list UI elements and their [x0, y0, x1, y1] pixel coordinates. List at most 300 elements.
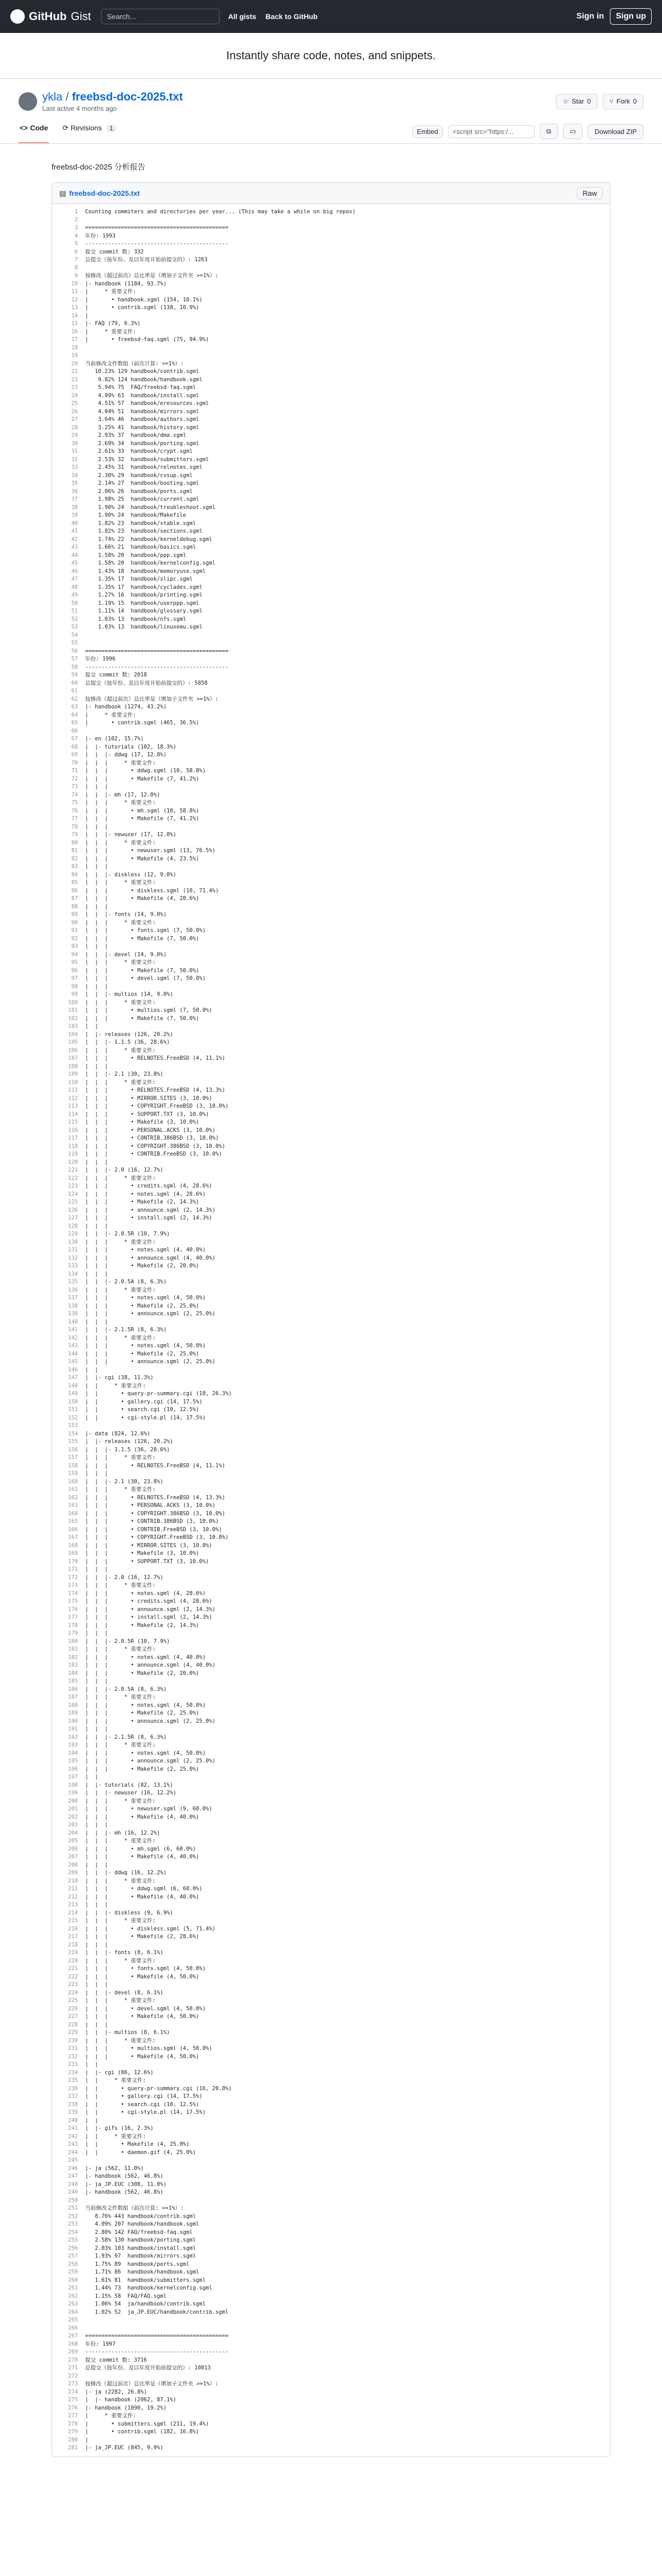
copy-icon[interactable]: ⧉: [540, 124, 558, 139]
line-number[interactable]: 153: [68, 1422, 78, 1429]
line-number[interactable]: 243: [68, 2141, 78, 2147]
line-number[interactable]: 149: [68, 1391, 78, 1397]
line-number[interactable]: 202: [68, 1814, 78, 1820]
line-number[interactable]: 27: [71, 416, 78, 422]
line-number[interactable]: 135: [68, 1279, 78, 1285]
line-number[interactable]: 253: [68, 2221, 78, 2227]
line-number[interactable]: 58: [71, 664, 78, 670]
line-number[interactable]: 64: [71, 711, 78, 718]
line-number[interactable]: 87: [71, 895, 78, 902]
line-number[interactable]: 279: [68, 2429, 78, 2435]
line-number[interactable]: 39: [71, 512, 78, 518]
download-zip-button[interactable]: Download ZIP: [588, 124, 643, 139]
line-number[interactable]: 221: [68, 1965, 78, 1972]
line-number[interactable]: 81: [71, 848, 78, 854]
line-number[interactable]: 1: [74, 209, 78, 215]
line-number[interactable]: 99: [71, 991, 78, 997]
line-number[interactable]: 53: [71, 624, 78, 630]
line-number[interactable]: 143: [68, 1343, 78, 1349]
line-number[interactable]: 97: [71, 975, 78, 981]
line-number[interactable]: 231: [68, 2045, 78, 2052]
line-number[interactable]: 161: [68, 1486, 78, 1493]
line-number[interactable]: 198: [68, 1782, 78, 1788]
line-number[interactable]: 10: [71, 280, 78, 287]
line-number[interactable]: 79: [71, 832, 78, 838]
line-number[interactable]: 232: [68, 2053, 78, 2060]
line-number[interactable]: 196: [68, 1766, 78, 1772]
line-number[interactable]: 159: [68, 1470, 78, 1477]
line-number[interactable]: 211: [68, 1886, 78, 1892]
line-number[interactable]: 68: [71, 743, 78, 750]
line-number[interactable]: 119: [68, 1151, 78, 1157]
line-number[interactable]: 160: [68, 1478, 78, 1485]
line-number[interactable]: 182: [68, 1654, 78, 1660]
line-number[interactable]: 245: [68, 2157, 78, 2163]
sign-up-button[interactable]: Sign up: [610, 8, 652, 25]
line-number[interactable]: 247: [68, 2173, 78, 2179]
line-number[interactable]: 210: [68, 1877, 78, 1884]
line-number[interactable]: 185: [68, 1678, 78, 1684]
line-number[interactable]: 208: [68, 1861, 78, 1868]
line-number[interactable]: 239: [68, 2109, 78, 2115]
line-number[interactable]: 120: [68, 1159, 78, 1165]
fork-button[interactable]: [603, 94, 643, 109]
line-number[interactable]: 175: [68, 1598, 78, 1604]
line-number[interactable]: 11: [71, 289, 78, 295]
line-number[interactable]: 50: [71, 600, 78, 606]
line-number[interactable]: 179: [68, 1630, 78, 1636]
line-number[interactable]: 171: [68, 1566, 78, 1572]
line-number[interactable]: 65: [71, 720, 78, 726]
line-number[interactable]: 145: [68, 1359, 78, 1365]
line-number[interactable]: 269: [68, 2349, 78, 2355]
line-number[interactable]: 248: [68, 2181, 78, 2188]
line-number[interactable]: 173: [68, 1582, 78, 1588]
line-number[interactable]: 67: [71, 736, 78, 742]
line-number[interactable]: 32: [71, 456, 78, 463]
line-number[interactable]: 168: [68, 1542, 78, 1549]
line-number[interactable]: 261: [68, 2285, 78, 2291]
line-number[interactable]: 71: [71, 768, 78, 774]
line-number[interactable]: 192: [68, 1734, 78, 1740]
line-number[interactable]: 94: [71, 951, 78, 958]
line-number[interactable]: 144: [68, 1350, 78, 1357]
line-number[interactable]: 4: [74, 232, 78, 239]
line-number[interactable]: 172: [68, 1574, 78, 1581]
line-number[interactable]: 240: [68, 2117, 78, 2124]
line-number[interactable]: 121: [68, 1167, 78, 1173]
line-number[interactable]: 116: [68, 1127, 78, 1133]
line-number[interactable]: 44: [71, 552, 78, 558]
line-number[interactable]: 26: [71, 408, 78, 415]
line-number[interactable]: 199: [68, 1790, 78, 1796]
line-number[interactable]: 51: [71, 608, 78, 614]
line-number[interactable]: 165: [68, 1518, 78, 1524]
line-number[interactable]: 193: [68, 1742, 78, 1748]
line-number[interactable]: 92: [71, 935, 78, 942]
line-number[interactable]: 104: [68, 1031, 78, 1038]
line-number[interactable]: 191: [68, 1726, 78, 1732]
line-number[interactable]: 33: [71, 464, 78, 470]
line-number[interactable]: 82: [71, 855, 78, 862]
star-button[interactable]: [556, 94, 598, 109]
line-number[interactable]: 130: [68, 1239, 78, 1245]
line-number[interactable]: 105: [68, 1039, 78, 1045]
line-number[interactable]: 274: [68, 2388, 78, 2395]
line-number[interactable]: 83: [71, 863, 78, 870]
line-number[interactable]: 69: [71, 752, 78, 758]
line-number[interactable]: 63: [71, 704, 78, 710]
line-number[interactable]: 256: [68, 2245, 78, 2251]
line-number[interactable]: 267: [68, 2333, 78, 2339]
line-number[interactable]: 213: [68, 1902, 78, 1908]
line-number[interactable]: 246: [68, 2165, 78, 2172]
line-number[interactable]: 54: [71, 632, 78, 638]
line-number[interactable]: 41: [71, 528, 78, 534]
line-number[interactable]: 200: [68, 1798, 78, 1804]
line-number[interactable]: 126: [68, 1207, 78, 1213]
line-number[interactable]: 16: [71, 328, 78, 335]
line-number[interactable]: 59: [71, 672, 78, 678]
line-number[interactable]: 75: [71, 800, 78, 806]
line-number[interactable]: 142: [68, 1334, 78, 1341]
line-number[interactable]: 111: [68, 1087, 78, 1093]
line-number[interactable]: 88: [71, 903, 78, 910]
line-number[interactable]: 110: [68, 1079, 78, 1086]
line-number[interactable]: 5: [74, 241, 78, 247]
line-number[interactable]: 114: [68, 1111, 78, 1117]
line-number[interactable]: 9: [74, 273, 78, 279]
line-number[interactable]: 40: [71, 520, 78, 527]
back-to-github-link[interactable]: Back to GitHub: [265, 12, 318, 21]
line-number[interactable]: 266: [68, 2325, 78, 2331]
tab-code[interactable]: [19, 124, 49, 143]
line-number[interactable]: 176: [68, 1606, 78, 1613]
line-number[interactable]: 257: [68, 2253, 78, 2259]
line-number[interactable]: 251: [68, 2205, 78, 2211]
line-number[interactable]: 139: [68, 1311, 78, 1317]
line-number[interactable]: 206: [68, 1845, 78, 1852]
owner-link[interactable]: ykla: [42, 90, 63, 103]
line-number[interactable]: 255: [68, 2237, 78, 2243]
embed-dropdown[interactable]: Embed: [412, 125, 443, 138]
line-number[interactable]: 96: [71, 967, 78, 974]
line-number[interactable]: 212: [68, 1893, 78, 1900]
line-number[interactable]: 72: [71, 775, 78, 782]
line-number[interactable]: 156: [68, 1446, 78, 1453]
line-number[interactable]: 238: [68, 2101, 78, 2108]
line-number[interactable]: 128: [68, 1223, 78, 1229]
line-number[interactable]: 220: [68, 1957, 78, 1964]
line-number[interactable]: 80: [71, 839, 78, 846]
line-number[interactable]: 8: [74, 264, 78, 271]
line-number[interactable]: 226: [68, 2005, 78, 2012]
line-number[interactable]: 177: [68, 1614, 78, 1620]
line-number[interactable]: 237: [68, 2093, 78, 2099]
line-number[interactable]: 57: [71, 656, 78, 662]
line-number[interactable]: 184: [68, 1670, 78, 1676]
line-number[interactable]: 28: [71, 424, 78, 431]
line-number[interactable]: 55: [71, 640, 78, 646]
line-number[interactable]: 194: [68, 1750, 78, 1756]
line-number[interactable]: 29: [71, 432, 78, 438]
line-number[interactable]: 101: [68, 1007, 78, 1013]
line-number[interactable]: 46: [71, 568, 78, 574]
line-number[interactable]: 86: [71, 887, 78, 894]
line-number[interactable]: 138: [68, 1302, 78, 1309]
line-number[interactable]: 218: [68, 1941, 78, 1948]
line-number[interactable]: 201: [68, 1806, 78, 1812]
line-number[interactable]: 19: [71, 352, 78, 359]
line-number[interactable]: 45: [71, 560, 78, 566]
line-number[interactable]: 93: [71, 943, 78, 950]
line-number[interactable]: 2: [74, 216, 78, 223]
line-number[interactable]: 37: [71, 496, 78, 502]
line-number[interactable]: 242: [68, 2133, 78, 2140]
line-number[interactable]: 272: [68, 2372, 78, 2379]
line-number[interactable]: 106: [68, 1047, 78, 1054]
line-number[interactable]: 236: [68, 2085, 78, 2092]
line-number[interactable]: 131: [68, 1247, 78, 1253]
line-number[interactable]: 34: [71, 472, 78, 479]
sign-in-link[interactable]: Sign in: [576, 12, 604, 21]
line-number[interactable]: 264: [68, 2309, 78, 2315]
line-number[interactable]: 76: [71, 807, 78, 814]
line-number[interactable]: 250: [68, 2197, 78, 2204]
line-number[interactable]: 12: [71, 296, 78, 303]
line-number[interactable]: 133: [68, 1263, 78, 1269]
line-number[interactable]: 13: [71, 304, 78, 311]
line-number[interactable]: 23: [71, 384, 78, 391]
line-number[interactable]: 174: [68, 1590, 78, 1597]
line-number[interactable]: 42: [71, 536, 78, 543]
line-number[interactable]: 162: [68, 1494, 78, 1501]
line-number[interactable]: 197: [68, 1774, 78, 1780]
line-number[interactable]: 70: [71, 759, 78, 766]
line-number[interactable]: 270: [68, 2357, 78, 2363]
line-number[interactable]: 137: [68, 1295, 78, 1301]
line-number[interactable]: 195: [68, 1758, 78, 1764]
line-number[interactable]: 3: [74, 225, 78, 231]
file-name-link[interactable]: freebsd-doc-2025.txt: [69, 189, 140, 197]
line-number[interactable]: 244: [68, 2149, 78, 2156]
line-number[interactable]: 163: [68, 1502, 78, 1509]
avatar[interactable]: [19, 92, 37, 111]
line-number[interactable]: 178: [68, 1622, 78, 1629]
line-number[interactable]: 151: [68, 1406, 78, 1413]
line-number[interactable]: 276: [68, 2404, 78, 2411]
line-number[interactable]: 89: [71, 911, 78, 918]
line-number[interactable]: 230: [68, 2037, 78, 2044]
line-number[interactable]: 183: [68, 1662, 78, 1668]
line-number[interactable]: 181: [68, 1646, 78, 1652]
line-number[interactable]: 249: [68, 2189, 78, 2195]
line-number[interactable]: 215: [68, 1918, 78, 1924]
line-number[interactable]: 275: [68, 2397, 78, 2403]
line-number[interactable]: 263: [68, 2301, 78, 2307]
line-number[interactable]: 15: [71, 320, 78, 327]
line-number[interactable]: 20: [71, 360, 78, 367]
line-number[interactable]: 21: [71, 368, 78, 375]
line-number[interactable]: 108: [68, 1063, 78, 1070]
line-number[interactable]: 241: [68, 2125, 78, 2131]
line-number[interactable]: 277: [68, 2413, 78, 2419]
line-number[interactable]: 112: [68, 1095, 78, 1101]
line-number[interactable]: 258: [68, 2261, 78, 2267]
line-number[interactable]: 154: [68, 1430, 78, 1437]
line-number[interactable]: 189: [68, 1710, 78, 1716]
line-number[interactable]: 25: [71, 400, 78, 406]
line-number[interactable]: 169: [68, 1550, 78, 1556]
raw-button[interactable]: Raw: [577, 187, 603, 199]
line-number[interactable]: 217: [68, 1934, 78, 1940]
line-number[interactable]: 30: [71, 440, 78, 447]
line-number[interactable]: 233: [68, 2061, 78, 2067]
search-input[interactable]: [101, 9, 220, 24]
line-number[interactable]: 155: [68, 1438, 78, 1445]
line-number[interactable]: 186: [68, 1686, 78, 1692]
line-number[interactable]: 281: [68, 2445, 78, 2451]
line-number[interactable]: 124: [68, 1191, 78, 1197]
line-number[interactable]: 222: [68, 1973, 78, 1980]
embed-url-input[interactable]: <script src="https:/...: [448, 125, 535, 138]
line-number[interactable]: 62: [71, 696, 78, 702]
line-number[interactable]: 38: [71, 504, 78, 511]
line-number[interactable]: 268: [68, 2341, 78, 2347]
line-number[interactable]: 35: [71, 480, 78, 486]
line-number[interactable]: 60: [71, 680, 78, 686]
line-number[interactable]: 260: [68, 2277, 78, 2283]
line-number[interactable]: 118: [68, 1143, 78, 1149]
line-number[interactable]: 146: [68, 1366, 78, 1373]
line-number[interactable]: 228: [68, 2021, 78, 2028]
line-number[interactable]: 265: [68, 2317, 78, 2323]
line-number[interactable]: 170: [68, 1558, 78, 1565]
line-number[interactable]: 259: [68, 2269, 78, 2275]
line-number[interactable]: 17: [71, 336, 78, 343]
line-number[interactable]: 254: [68, 2229, 78, 2235]
line-number[interactable]: 188: [68, 1702, 78, 1708]
gist-filename-link[interactable]: freebsd-doc-2025.txt: [72, 90, 183, 103]
line-number[interactable]: 158: [68, 1462, 78, 1469]
line-number[interactable]: 180: [68, 1638, 78, 1645]
line-number[interactable]: 6: [74, 248, 78, 255]
line-number[interactable]: 66: [71, 727, 78, 734]
line-number[interactable]: 252: [68, 2213, 78, 2219]
line-number[interactable]: 204: [68, 1829, 78, 1836]
line-number[interactable]: 77: [71, 816, 78, 822]
line-number[interactable]: 117: [68, 1135, 78, 1141]
line-number[interactable]: 205: [68, 1838, 78, 1844]
line-number[interactable]: 49: [71, 592, 78, 598]
line-number[interactable]: 109: [68, 1071, 78, 1077]
line-number[interactable]: 90: [71, 919, 78, 926]
line-number[interactable]: 227: [68, 2013, 78, 2020]
line-number[interactable]: 95: [71, 959, 78, 965]
line-number[interactable]: 74: [71, 791, 78, 798]
line-number[interactable]: 47: [71, 576, 78, 582]
line-number[interactable]: 14: [71, 312, 78, 319]
line-number[interactable]: 190: [68, 1718, 78, 1724]
line-number[interactable]: 107: [68, 1055, 78, 1061]
line-number[interactable]: 234: [68, 2069, 78, 2076]
line-number[interactable]: 214: [68, 1909, 78, 1916]
line-number[interactable]: 147: [68, 1375, 78, 1381]
line-number[interactable]: 136: [68, 1286, 78, 1293]
desktop-icon[interactable]: ▭: [563, 124, 583, 139]
line-number[interactable]: 98: [71, 983, 78, 990]
all-gists-link[interactable]: All gists: [228, 12, 256, 21]
line-number[interactable]: 148: [68, 1382, 78, 1389]
line-number[interactable]: 280: [68, 2436, 78, 2443]
line-number[interactable]: 24: [71, 392, 78, 399]
line-number[interactable]: 134: [68, 1270, 78, 1277]
github-logo[interactable]: [10, 9, 91, 24]
line-number[interactable]: 209: [68, 1870, 78, 1876]
line-number[interactable]: 52: [71, 616, 78, 622]
line-number[interactable]: 36: [71, 488, 78, 495]
line-number[interactable]: 132: [68, 1255, 78, 1261]
line-number[interactable]: 122: [68, 1175, 78, 1181]
line-number[interactable]: 224: [68, 1989, 78, 1996]
line-number[interactable]: 141: [68, 1327, 78, 1333]
line-number[interactable]: 91: [71, 927, 78, 934]
line-number[interactable]: 125: [68, 1199, 78, 1205]
line-number[interactable]: 271: [68, 2365, 78, 2371]
line-number[interactable]: 18: [71, 344, 78, 351]
line-number[interactable]: 207: [68, 1854, 78, 1860]
line-number[interactable]: 219: [68, 1950, 78, 1956]
line-number[interactable]: 56: [71, 648, 78, 654]
line-number[interactable]: 48: [71, 584, 78, 590]
line-number[interactable]: 203: [68, 1822, 78, 1828]
line-number[interactable]: 102: [68, 1015, 78, 1022]
line-number[interactable]: 127: [68, 1215, 78, 1221]
line-number[interactable]: 7: [74, 257, 78, 263]
line-number[interactable]: 113: [68, 1103, 78, 1109]
line-number[interactable]: 73: [71, 784, 78, 790]
line-number[interactable]: 235: [68, 2077, 78, 2083]
line-number[interactable]: 140: [68, 1318, 78, 1325]
line-number[interactable]: 273: [68, 2381, 78, 2387]
line-number[interactable]: 78: [71, 823, 78, 830]
line-number[interactable]: 100: [68, 999, 78, 1006]
line-number[interactable]: 61: [71, 688, 78, 694]
line-number[interactable]: 216: [68, 1925, 78, 1932]
line-number[interactable]: 103: [68, 1023, 78, 1029]
line-number[interactable]: 115: [68, 1119, 78, 1125]
line-number[interactable]: 85: [71, 879, 78, 886]
line-number[interactable]: 278: [68, 2420, 78, 2427]
line-number[interactable]: 150: [68, 1398, 78, 1405]
line-number[interactable]: 31: [71, 448, 78, 454]
tab-revisions[interactable]: [61, 124, 118, 143]
line-number[interactable]: 225: [68, 1997, 78, 2004]
line-number[interactable]: 22: [71, 376, 78, 383]
line-number[interactable]: 223: [68, 1981, 78, 1988]
line-number[interactable]: 229: [68, 2029, 78, 2036]
line-number[interactable]: 129: [68, 1231, 78, 1237]
line-number[interactable]: 157: [68, 1454, 78, 1461]
line-number[interactable]: 84: [71, 871, 78, 878]
line-number[interactable]: 152: [68, 1414, 78, 1421]
line-number[interactable]: 166: [68, 1526, 78, 1533]
line-number[interactable]: 123: [68, 1183, 78, 1189]
line-number[interactable]: 187: [68, 1694, 78, 1700]
line-number[interactable]: 262: [68, 2293, 78, 2299]
line-number[interactable]: 167: [68, 1534, 78, 1540]
line-number[interactable]: 164: [68, 1510, 78, 1517]
